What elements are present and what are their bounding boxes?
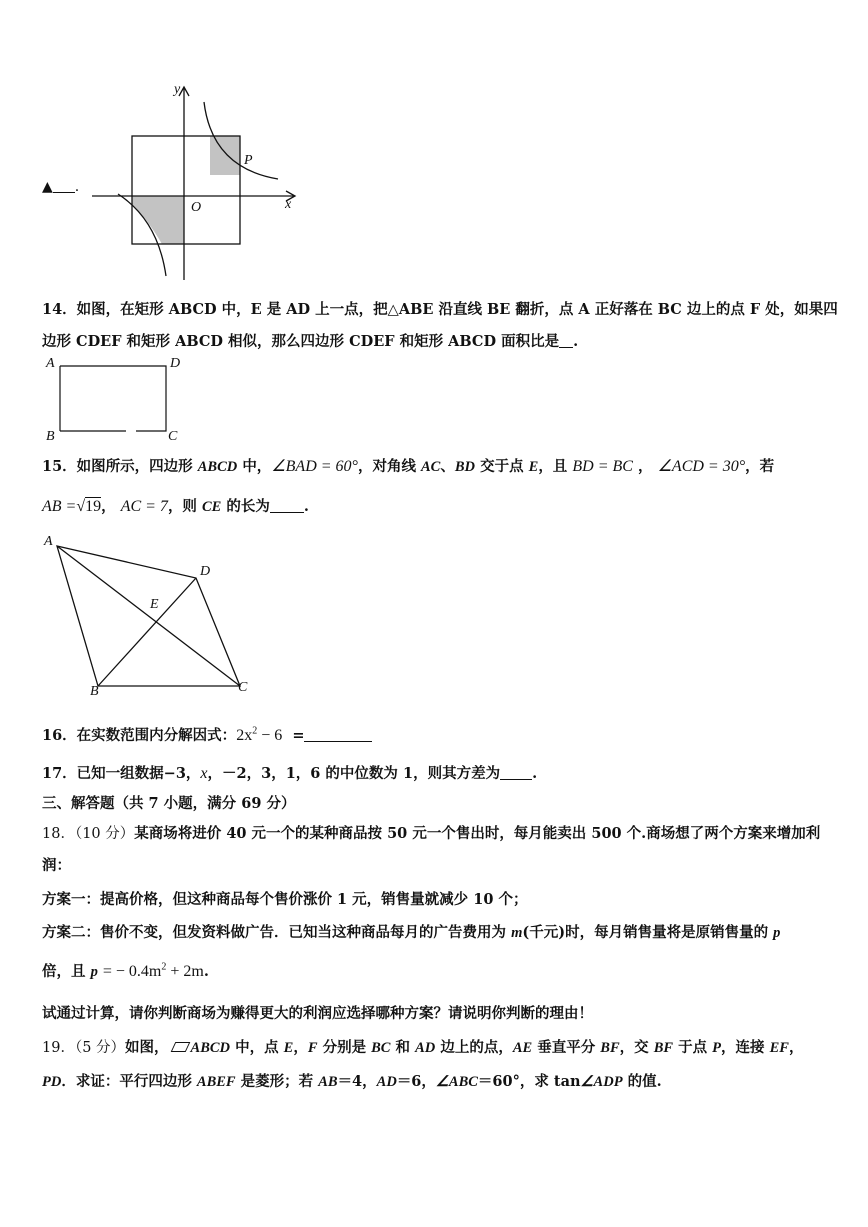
q18-line1: 18．（10 分）某商场将进价 40 元一个的某种商品按 50 元一个售出时，每月能卖出 500 个.商场想了两个方案来增加利: [42, 825, 821, 842]
angle-bad: ∠BAD = 60°: [271, 458, 358, 475]
q14-line1: 14．如图，在矩形 ABCD 中，E 是 AD 上一点，把△ABE 沿直线 BE 翻折，点 A 正好落在 BC 边上的点 F 处，如果四: [42, 301, 838, 318]
parallelogram-icon: [170, 1042, 190, 1052]
q13-answer: ▲ .: [42, 179, 80, 195]
answer-blank: [500, 765, 532, 780]
answer-blank: [559, 333, 573, 348]
q19-line2: PD．求证：平行四边形 ABEF 是菱形；若 AB＝4，AD＝6，∠ABC＝60°，求 tan∠ADP 的值.: [42, 1073, 662, 1090]
label-c: C: [168, 429, 178, 444]
expression: $2x^2 - 6$: [236, 725, 283, 744]
label-c: C: [238, 680, 248, 695]
sqrt-symbol: √: [76, 498, 86, 515]
label-d: D: [170, 356, 181, 371]
q18-plan1: 方案一：提高价格，但这种商品每个售价涨价 1 元，销售量就减少 10 个；: [42, 891, 528, 908]
q18-question: 试通过计算，请你判断商场为赚得更大的利润应选择哪种方案？请说明你判断的理由！: [42, 1005, 593, 1022]
answer-blank: [304, 727, 372, 742]
q18-plan2: 方案二：售价不变，但发资料做广告．已知当这种商品每月的广告费用为 m(千元)时，每月销售量将是原销售量的 p: [42, 924, 781, 941]
angle-acd: ∠ACD = 30°: [657, 458, 746, 475]
x-axis-label: x: [285, 197, 292, 212]
q15-line1: 15．如图所示，四边形 ABCD 中，∠BAD = 60°，对角线 AC、BD 交于点 E，且 BD = BC ， ∠ACD = 30°，若: [42, 458, 775, 475]
label-d: D: [200, 564, 211, 579]
section-heading: 三、解答题（共 7 小题，满分 69 分）: [42, 795, 296, 812]
q13-graph-svg: [88, 80, 308, 285]
q15-quadrilateral-svg: [40, 534, 260, 704]
label-e: E: [150, 597, 159, 612]
label-b: B: [46, 429, 55, 444]
q18-line2: 润：: [42, 857, 71, 874]
answer-marker: ▲: [42, 179, 53, 195]
q15-line2: AB =√19， AC = 7，则 CE 的长为 .: [42, 498, 309, 515]
label-a: A: [44, 534, 53, 549]
rectangle-abcd: [60, 366, 166, 431]
origin-label: O: [191, 200, 202, 215]
q16-line: 16．在实数范围内分解因式：$2x^2 - 6$ =: [42, 724, 372, 745]
sqrt-radicand: 19: [85, 498, 102, 515]
shaded-region-bottom-left: [132, 196, 184, 244]
q15-figure: [40, 534, 260, 704]
label-a: A: [46, 356, 55, 371]
point-p-label: P: [244, 153, 253, 168]
answer-blank: [270, 498, 304, 513]
q14-line2: 边形 CDEF 和矩形 ABCD 相似，那么四边形 CDEF 和矩形 ABCD 面积比是 .: [42, 333, 579, 350]
p-formula: = − $0.4m^2 + 2m$: [102, 961, 204, 980]
y-axis-label: y: [174, 82, 181, 97]
q14-figure: [40, 354, 190, 446]
diagonal-bd: [98, 578, 196, 686]
q17-line: 17．已知一组数据−3，x，－2，3，1，6 的中位数为 1，则其方差为 .: [42, 765, 538, 782]
q13-graph: [88, 80, 308, 285]
shaded-region-top-right: [210, 136, 240, 175]
q19-line1: 19．（5 分）如图， ABCD 中，点 E，F 分别是 BC 和 AD 边上的点，AE 垂直平分 BF，交 BF 于点 P，连接 EF，: [42, 1039, 804, 1056]
q18-line5: 倍，且 p = − $0.4m^2 + 2m$.: [42, 961, 209, 980]
label-b: B: [90, 684, 99, 699]
